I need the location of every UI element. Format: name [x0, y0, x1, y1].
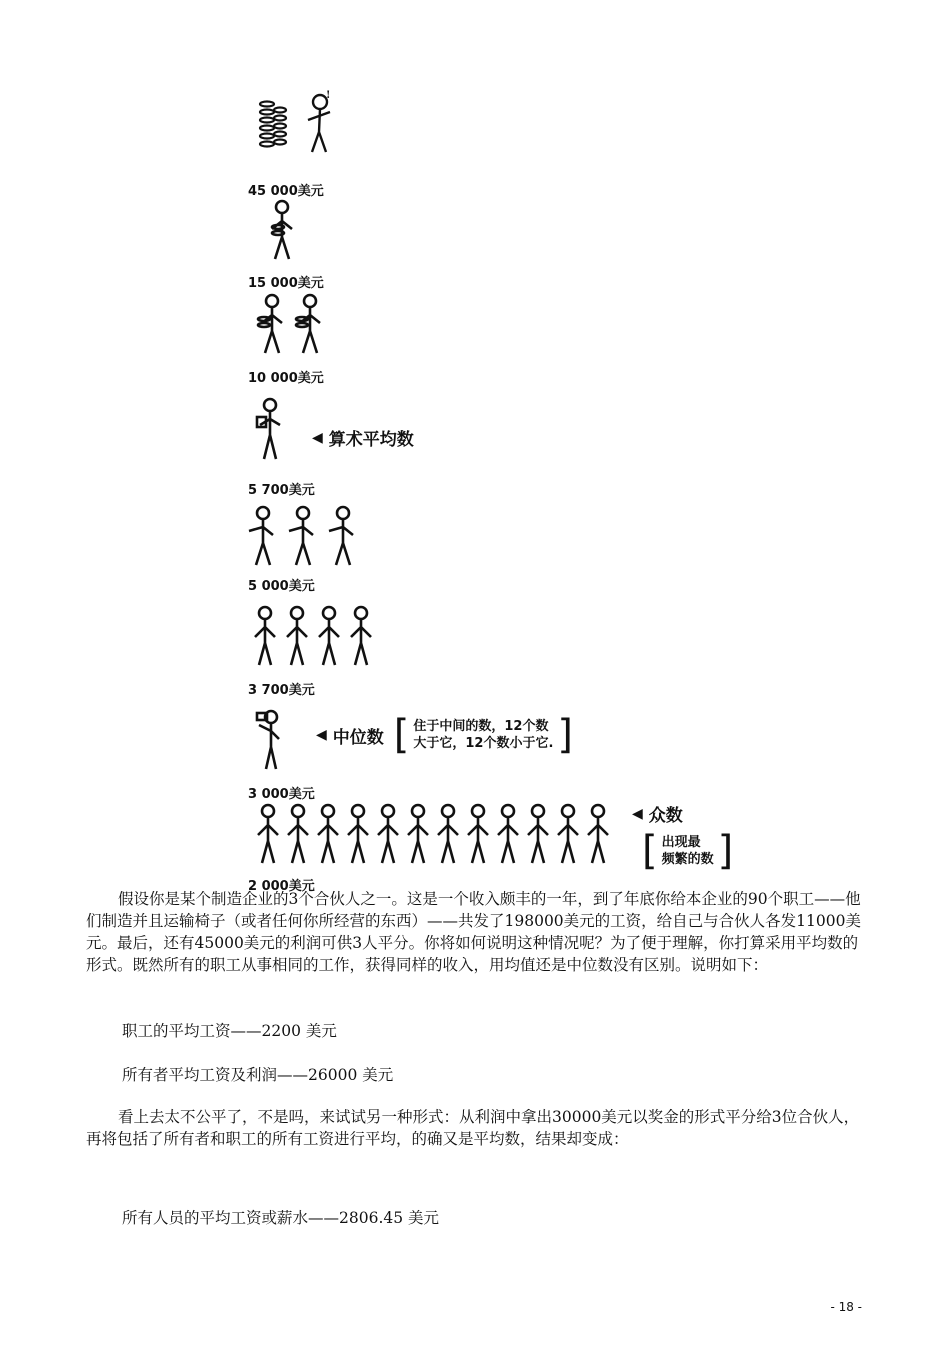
person-icon — [252, 395, 284, 461]
median-label: 中位数 — [332, 727, 384, 748]
salary-label: 2 000美元 — [248, 879, 315, 894]
person-icon — [434, 801, 462, 867]
person-icon — [290, 291, 326, 357]
income-illustration — [240, 85, 780, 895]
mode-note-line: 出现最 — [661, 835, 701, 850]
person-icon — [322, 503, 360, 569]
row-10000 — [240, 291, 326, 386]
person-icon — [464, 801, 492, 867]
line-owner-average: 所有者平均工资及利润——26000 美元 — [122, 1066, 394, 1084]
mean-label: 算术平均数 — [328, 430, 414, 450]
person-icon — [314, 603, 344, 669]
people-group — [250, 90, 338, 156]
person-icon — [494, 801, 522, 867]
person-icon — [584, 801, 612, 867]
mean-annotation — [312, 425, 414, 450]
paragraph-2: 看上去太不公平了，不是吗，来试试另一种形式：从利润中拿出30000美元以奖金的形式平分给3位合伙人，再将包括了所有者和职工的所有工资进行平均，的确又是平均数，结果却变成： — [86, 1108, 860, 1148]
salary-label: 3 700美元 — [248, 683, 315, 698]
row-3000 — [240, 707, 574, 802]
row-15000 — [240, 197, 324, 291]
paragraph-1: 假设你是某个制造企业的3个合伙人之一。这是一个收入颇丰的一年，到了年底你给本企业的90个职工——他们制造并且运输椅子（或者任何你所经营的东西）——共发了198000美元的工资，给自己与合伙人各发11000美元。最后，还有45000美元的利润可供3人平分。你将如何说明这种情况呢？为了便于理解，你打算采用平均数的形式。既然所有的职工从事相同的工作，获得同样的收入，用均值还是中位数没有区别。说明如下： — [86, 890, 861, 974]
salary-label: 45 000美元 — [248, 184, 324, 199]
coin-stack-icon — [250, 90, 296, 156]
arrow-left-icon: ◀ — [316, 727, 327, 743]
row-45000 — [240, 90, 338, 199]
person-icon — [314, 801, 342, 867]
mode-label: 众数 — [648, 806, 683, 826]
median-annotation — [316, 712, 574, 758]
person-icon — [254, 801, 282, 867]
row-3700 — [240, 603, 376, 698]
person-icon — [282, 603, 312, 669]
median-note-line: 大于它，12个数小于它. — [413, 736, 554, 751]
row-2000 — [240, 801, 734, 894]
people-group — [254, 801, 612, 867]
line-employee-average: 职工的平均工资——2200 美元 — [122, 1022, 337, 1040]
person-icon — [346, 603, 376, 669]
median-note-line: 住于中间的数，12个数 — [413, 719, 549, 734]
mode-note: [ 出现最 频繁的数 ] — [642, 828, 734, 874]
person-icon — [404, 801, 432, 867]
salary-label: 15 000美元 — [248, 276, 324, 291]
person-icon — [524, 801, 552, 867]
svg-text:!: ! — [326, 90, 331, 101]
page-number: - 18 - — [830, 1300, 862, 1314]
person-icon — [252, 291, 288, 357]
line-all-average: 所有人员的平均工资或薪水——2806.45 美元 — [122, 1209, 440, 1227]
mode-annotation — [632, 801, 683, 826]
salary-label: 10 000美元 — [248, 371, 324, 386]
person-icon — [554, 801, 582, 867]
person-icon — [282, 503, 320, 569]
median-note: [ 住于中间的数，12个数 大于它，12个数小于它. ] — [393, 712, 574, 758]
person-icon — [250, 603, 280, 669]
arrow-left-icon: ◀ — [632, 805, 643, 822]
salary-label: 5 000美元 — [248, 579, 315, 594]
salary-label: 5 700美元 — [248, 483, 315, 498]
person-icon — [284, 801, 312, 867]
salary-label: 3 000美元 — [248, 787, 315, 802]
person-icon — [252, 707, 286, 773]
person-icon — [298, 90, 338, 156]
person-icon — [268, 197, 296, 263]
row-5700 — [240, 395, 414, 498]
person-icon — [344, 801, 372, 867]
person-icon — [242, 503, 280, 569]
row-5000 — [240, 503, 360, 594]
arrow-left-icon: ◀ — [312, 429, 323, 446]
person-icon — [374, 801, 402, 867]
mode-note-line: 频繁的数 — [661, 852, 714, 867]
